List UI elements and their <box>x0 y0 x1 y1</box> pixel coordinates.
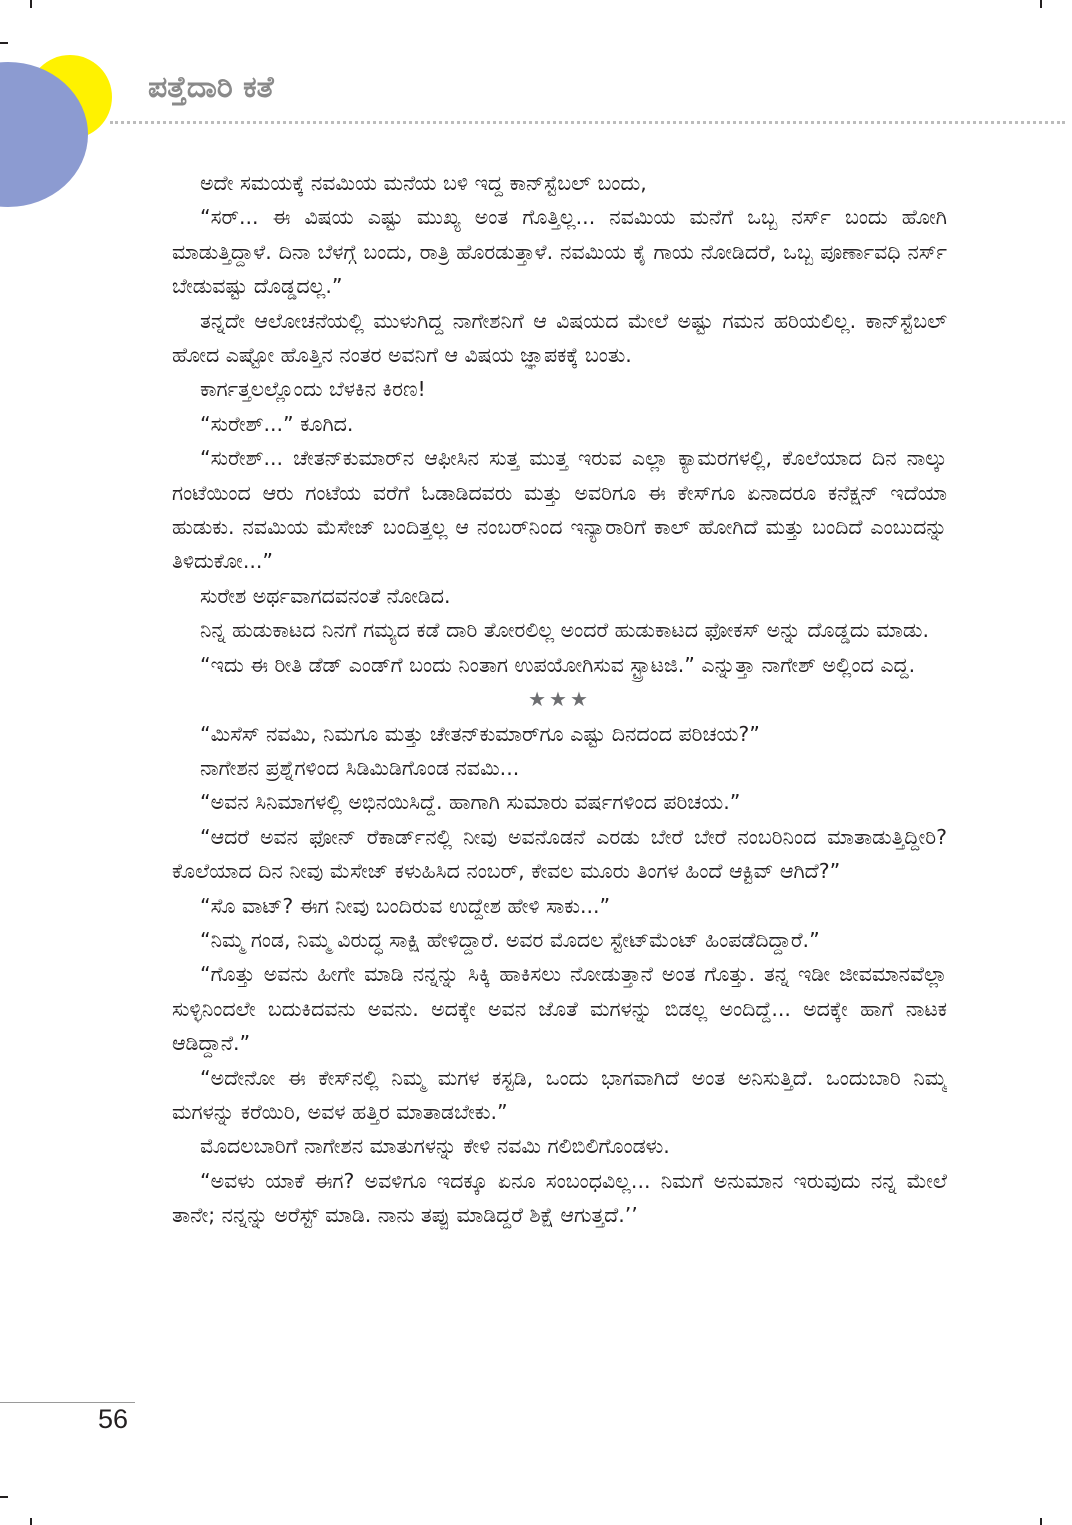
crop-mark-left-upper <box>0 42 8 44</box>
page-number: 56 <box>98 1404 129 1434</box>
crop-mark-bottom-right <box>1040 1518 1042 1525</box>
paragraph: “ಅವಳು ಯಾಕೆ ಈಗ? ಅವಳಿಗೂ ಇದಕ್ಕೂ ಏನೂ ಸಂಬಂಧವಿಲ್ಲ... ನಿಮಗೆ ಅನುಮಾನ ಇರುವುದು ನನ್ನ ಮೇಲೆ ತಾನೇ; ನನ್ನನ್ನು ಅರೆಸ್ಟ್ ಮಾಡಿ. ನಾನು ತಪ್ಪು ಮಾಡಿದ್ದರೆ ಶಿಕ್ಷೆ ಆಗುತ್ತದೆ.’’ <box>172 1168 947 1228</box>
paragraph: “ಅದೇನೋ ಈ ಕೇಸ್‌ನಲ್ಲಿ ನಿಮ್ಮ ಮಗಳ ಕಸ್ಟಡಿ, ಒಂದು ಭಾಗವಾಗಿದೆ ಅಂತ ಅನಿಸುತ್ತಿದೆ. ಒಂದುಬಾರಿ ನಿಮ್ಮ ಮಗಳನ್ನು ಕರೆಯಿರಿ, ಅವಳ ಹತ್ತಿರ ಮಾತಾಡಬೇಕು.” <box>172 1065 947 1124</box>
crop-mark-left-lower <box>0 1496 8 1498</box>
paragraph: “ಸೊ ವಾಟ್? ಈಗ ನೀವು ಬಂದಿರುವ ಉದ್ದೇಶ ಹೇಳಿ ಸಾಕು...” <box>200 893 611 918</box>
paragraph: ಕಾರ್ಗತ್ತಲಲ್ಲೊಂದು ಬೆಳಕಿನ ಕಿರಣ! <box>200 377 426 402</box>
paragraph: ತನ್ನದೇ ಆಲೋಚನೆಯಲ್ಲಿ ಮುಳುಗಿದ್ದ ನಾಗೇಶನಿಗೆ ಆ ವಿಷಯದ ಮೇಲೆ ಅಷ್ಟು ಗಮನ ಹರಿಯಲಿಲ್ಲ. ಕಾನ್‌ಸ್ಟೆಬಲ್ ಹೋದ ಎಷ್ಟೋ ಹೊತ್ತಿನ ನಂತರ ಅವನಿಗೆ ಆ ವಿಷಯ ಜ್ಞಾಪಕಕ್ಕೆ ಬಂತು. <box>172 308 947 368</box>
paragraph: “ನಿಮ್ಮ ಗಂಡ, ನಿಮ್ಮ ವಿರುದ್ಧ ಸಾಕ್ಷಿ ಹೇಳಿದ್ದಾರೆ. ಅವರ ಮೊದಲ ಸ್ಟೇಟ್‌ಮೆಂಟ್ ಹಿಂಪಡೆದಿದ್ದಾರೆ.” <box>200 927 820 952</box>
crop-mark-bottom-left <box>30 1518 32 1525</box>
paragraph: “ಸುರೇಶ್... ಚೇತನ್‌ಕುಮಾರ್‌ನ ಆಫೀಸಿನ ಸುತ್ತ ಮುತ್ತ ಇರುವ ಎಲ್ಲಾ ಕ್ಯಾಮರಗಳಲ್ಲಿ, ಕೊಲೆಯಾದ ದಿನ ನಾಲ್ಕು ಗಂಟೆಯಿಂದ ಆರು ಗಂಟೆಯ ವರೆಗೆ ಓಡಾಡಿದವರು ಮತ್ತು ಅವರಿಗೂ ಈ ಕೇಸ್‌ಗೂ ಏನಾದರೂ ಕನೆಕ್ಷನ್ ಇದೆಯಾ ಹುಡುಕು. ನವಮಿಯ ಮೆಸೇಜ್ ಬಂದಿತ್ತಲ್ಲ ಆ ನಂಬರ್‌ನಿಂದ ಇನ್ಯಾರಾರಿಗೆ ಕಾಲ್ ಹೋಗಿದೆ ಮತ್ತು ಬಂದಿದೆ ಎಂಬುದನ್ನು ತಿಳಿದುಕೋ...” <box>172 446 947 574</box>
running-title: ಪತ್ತೆದಾರಿ ಕತೆ <box>148 70 274 105</box>
paragraph: “ಗೊತ್ತು ಅವನು ಹೀಗೇ ಮಾಡಿ ನನ್ನನ್ನು ಸಿಕ್ಕಿ ಹಾಕಿಸಲು ನೋಡುತ್ತಾನೆ ಅಂತ ಗೊತ್ತು. ತನ್ನ ಇಡೀ ಜೀವಮಾನವೆಲ್ಲಾ ಸುಳ್ಳಿನಿಂದಲೇ ಬದುಕಿದವನು ಅವನು. ಅದಕ್ಕೇ ಅವನ ಜೊತೆ ಮಗಳನ್ನು ಬಿಡಲ್ಲ ಅಂದಿದ್ದೆ... ಅದಕ್ಕೇ ಹಾಗೆ ನಾಟಕ ಆಡಿದ್ದಾನೆ.” <box>172 962 947 1056</box>
story-body <box>172 166 947 1401</box>
paragraph: “ಮಿಸೆಸ್ ನವಮಿ, ನಿಮಗೂ ಮತ್ತು ಚೇತನ್‌ಕುಮಾರ್‌ಗೂ ಎಷ್ಟು ದಿನದಂದ ಪರಿಚಯ?” <box>200 721 760 746</box>
section-separator: ★★★ <box>528 687 591 712</box>
paragraph: “ಆದರೆ ಅವನ ಫೋನ್ ರೆಕಾರ್ಡ್‌ನಲ್ಲಿ ನೀವು ಅವನೊಡನೆ ಎರಡು ಬೇರೆ ಬೇರೆ ನಂಬರಿನಿಂದ ಮಾತಾಡುತ್ತಿದ್ದೀರಿ? ಕೊಲೆಯಾದ ದಿನ ನೀವು ಮೆಸೇಜ್ ಕಳುಹಿಸಿದ ನಂಬರ್, ಕೇವಲ ಮೂರು ತಿಂಗಳ ಹಿಂದೆ ಆಕ್ಟಿವ್ ಆಗಿದೆ?” <box>172 824 947 884</box>
paragraph: “ಅವನ ಸಿನಿಮಾಗಳಲ್ಲಿ ಅಭಿನಯಿಸಿದ್ದೆ. ಹಾಗಾಗಿ ಸುಮಾರು ವರ್ಷಗಳಿಂದ ಪರಿಚಯ.” <box>200 790 741 815</box>
paragraph: “ಸರ್... ಈ ವಿಷಯ ಎಷ್ಟು ಮುಖ್ಯ ಅಂತ ಗೊತ್ತಿಲ್ಲ... ನವಮಿಯ ಮನೆಗೆ ಒಬ್ಬ ನರ್ಸ್ ಬಂದು ಹೋಗಿ ಮಾಡುತ್ತಿದ್ದಾಳೆ. ದಿನಾ ಬೆಳಗ್ಗೆ ಬಂದು, ರಾತ್ರಿ ಹೊರಡುತ್ತಾಳೆ. ನವಮಿಯ ಕೈ ಗಾಯ ನೋಡಿದರೆ, ಒಬ್ಬ ಪೂರ್ಣಾವಧಿ ನರ್ಸ್ ಬೇಡುವಷ್ಟು ದೊಡ್ಡದಲ್ಲ.” <box>172 205 947 299</box>
header-dotted-rule <box>110 121 1065 124</box>
paragraph: ಸುರೇಶ ಅರ್ಥವಾಗದವನಂತೆ ನೋಡಿದ. <box>200 583 451 608</box>
crop-mark-top-right <box>1040 0 1042 8</box>
paragraph: “ಇದು ಈ ರೀತಿ ಡೆಡ್ ಎಂಡ್‌ಗೆ ಬಂದು ನಿಂತಾಗ ಉಪಯೋಗಿಸುವ ಸ್ಟ್ರಾಟಜಿ.” ಎನ್ನುತ್ತಾ ನಾಗೇಶ್ ಅಲ್ಲಿಂದ ಎದ್ದ. <box>200 652 916 677</box>
paragraph: ಮೊದಲಬಾರಿಗೆ ನಾಗೇಶನ ಮಾತುಗಳನ್ನು ಕೇಳಿ ನವಮಿ ಗಲಿಬಿಲಿಗೊಂಡಳು. <box>200 1134 670 1159</box>
crop-mark-top-left <box>30 0 32 8</box>
paragraph: ಅದೇ ಸಮಯಕ್ಕೆ ನವಮಿಯ ಮನೆಯ ಬಳಿ ಇದ್ದ ಕಾನ್‌ಸ್ಟೆಬಲ್ ಬಂದು, <box>200 171 647 195</box>
paragraph: “ಸುರೇಶ್...” ಕೂಗಿದ. <box>200 411 354 436</box>
paragraph: ನಾಗೇಶನ ಪ್ರಶ್ನೆಗಳಿಂದ ಸಿಡಿಮಿಡಿಗೊಂಡ ನವಮಿ... <box>200 755 520 780</box>
paragraph: ನಿನ್ನ ಹುಡುಕಾಟದ ನಿನಗೆ ಗಮ್ಯದ ಕಡೆ ದಾರಿ ತೋರಲಿಲ್ಲ ಅಂದರೆ ಹುಡುಕಾಟದ ಫೋಕಸ್ ಅನ್ನು ದೊಡ್ಡದು ಮಾಡು. <box>200 618 929 643</box>
